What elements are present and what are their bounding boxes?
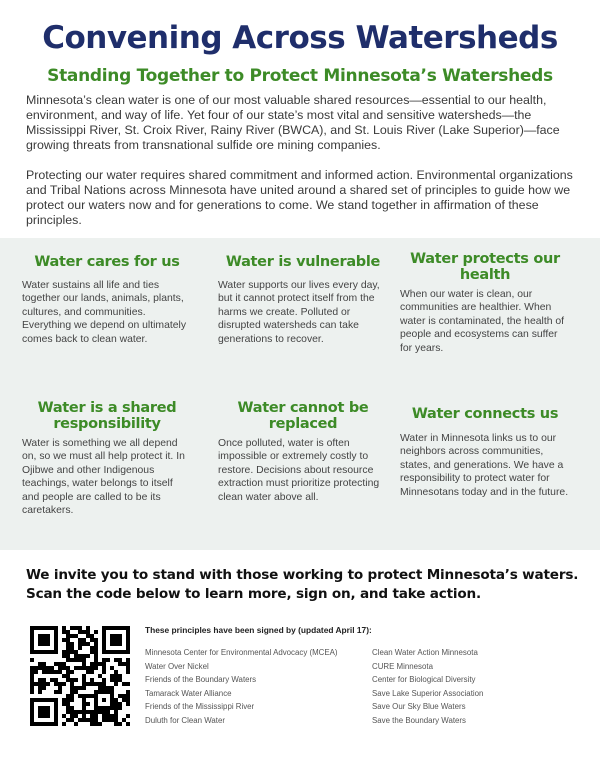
- principle-title: Water connects us: [411, 406, 559, 422]
- signatory: Tamarack Water Alliance: [145, 688, 232, 698]
- principle-card: [218, 400, 388, 504]
- principle-card: [218, 254, 388, 346]
- signatory: Save the Boundary Waters: [372, 715, 467, 725]
- signatory: Friends of the Mississippi River: [145, 702, 255, 712]
- intro-paragraph-1: Minnesota’s clean water is one of our most valuable shared resources—essential to our health, environment, and way of life. Yet four of our state’s most vital and sensitive watersheds—the Mississippi River, St. Croix River, Rainy River (BWCA), and St. Louis River (Lake Superior)—face growing threats from transnational sulfide ore mining companies.: [26, 93, 560, 152]
- principle-title: Water is a shared responsibility: [37, 400, 177, 432]
- principle-body: When our water is clean, our communities are healthier. When water is contaminated, the health of people and ecosystems can suffer for years.: [400, 289, 565, 354]
- principle-body: Water supports our lives every day, but it cannot protect itself from the harms we create. Polluted or disrupted watersheds can take generations to recover.: [218, 280, 380, 345]
- signatories-list-left: [145, 646, 338, 728]
- signatory: Center for Biological Diversity: [372, 675, 476, 685]
- signatory: Save Lake Superior Association: [372, 688, 484, 698]
- principle-card: [22, 254, 192, 346]
- signatories-heading: These principles have been signed by (updated April 17):: [145, 625, 372, 635]
- qr-code-icon[interactable]: [30, 626, 130, 726]
- principle-card: [22, 400, 192, 517]
- intro-paragraph-2: Protecting our water requires shared commitment and informed action. Environmental organizations and Tribal Nations across Minnesota have united around a shared set of principles to guide how we protect our waters now and for generations to come. We stand together in affirmation of these principles.: [26, 168, 573, 227]
- signatory: Duluth for Clean Water: [145, 715, 225, 725]
- signatory: Save Our Sky Blue Waters: [372, 702, 466, 712]
- principle-body: Water in Minnesota links us to our neighbors across communities, states, and generations. We have a responsibility to protect water for Minnesotans today and in the future.: [400, 433, 569, 498]
- signatory: Clean Water Action Minnesota: [372, 648, 478, 657]
- principle-card: [400, 406, 570, 499]
- principle-body: Once polluted, water is often impossible or extremely costly to restore. Decisions about resource extraction must prioritize protecting clean water above all.: [218, 438, 380, 503]
- signatories-list-right: [372, 646, 483, 728]
- signatory: Water Over Nickel: [145, 661, 209, 671]
- principle-title: Water cares for us: [34, 254, 180, 270]
- call-to-action: We invite you to stand with those working to protect Minnesota’s waters. Scan the code below to learn more, sign on, and take action.: [26, 567, 579, 602]
- principles-section: [0, 238, 600, 550]
- page-title: Convening Across Watersheds: [42, 20, 558, 56]
- principle-body: Water is something we all depend on, so we must all help protect it. In Ojibwe and other Indigenous teachings, water belongs to itself and people are called to be its caretakers.: [22, 438, 185, 517]
- signatory: Friends of the Boundary Waters: [145, 675, 257, 685]
- principle-card: [400, 251, 570, 355]
- principle-body: Water sustains all life and ties together our lands, animals, plants, cultures, and communities. Everything we depend on ultimately comes back to clean water.: [22, 280, 187, 345]
- signatory: CURE Minnesota: [372, 661, 433, 671]
- principle-title: Water is vulnerable: [225, 254, 381, 270]
- principle-title: Water protects our health: [410, 251, 560, 283]
- page-subtitle: Standing Together to Protect Minnesota’s Watersheds: [47, 66, 553, 86]
- signatory: Minnesota Center for Environmental Advocacy (MCEA): [145, 648, 338, 657]
- principle-title: Water cannot be replaced: [237, 400, 369, 432]
